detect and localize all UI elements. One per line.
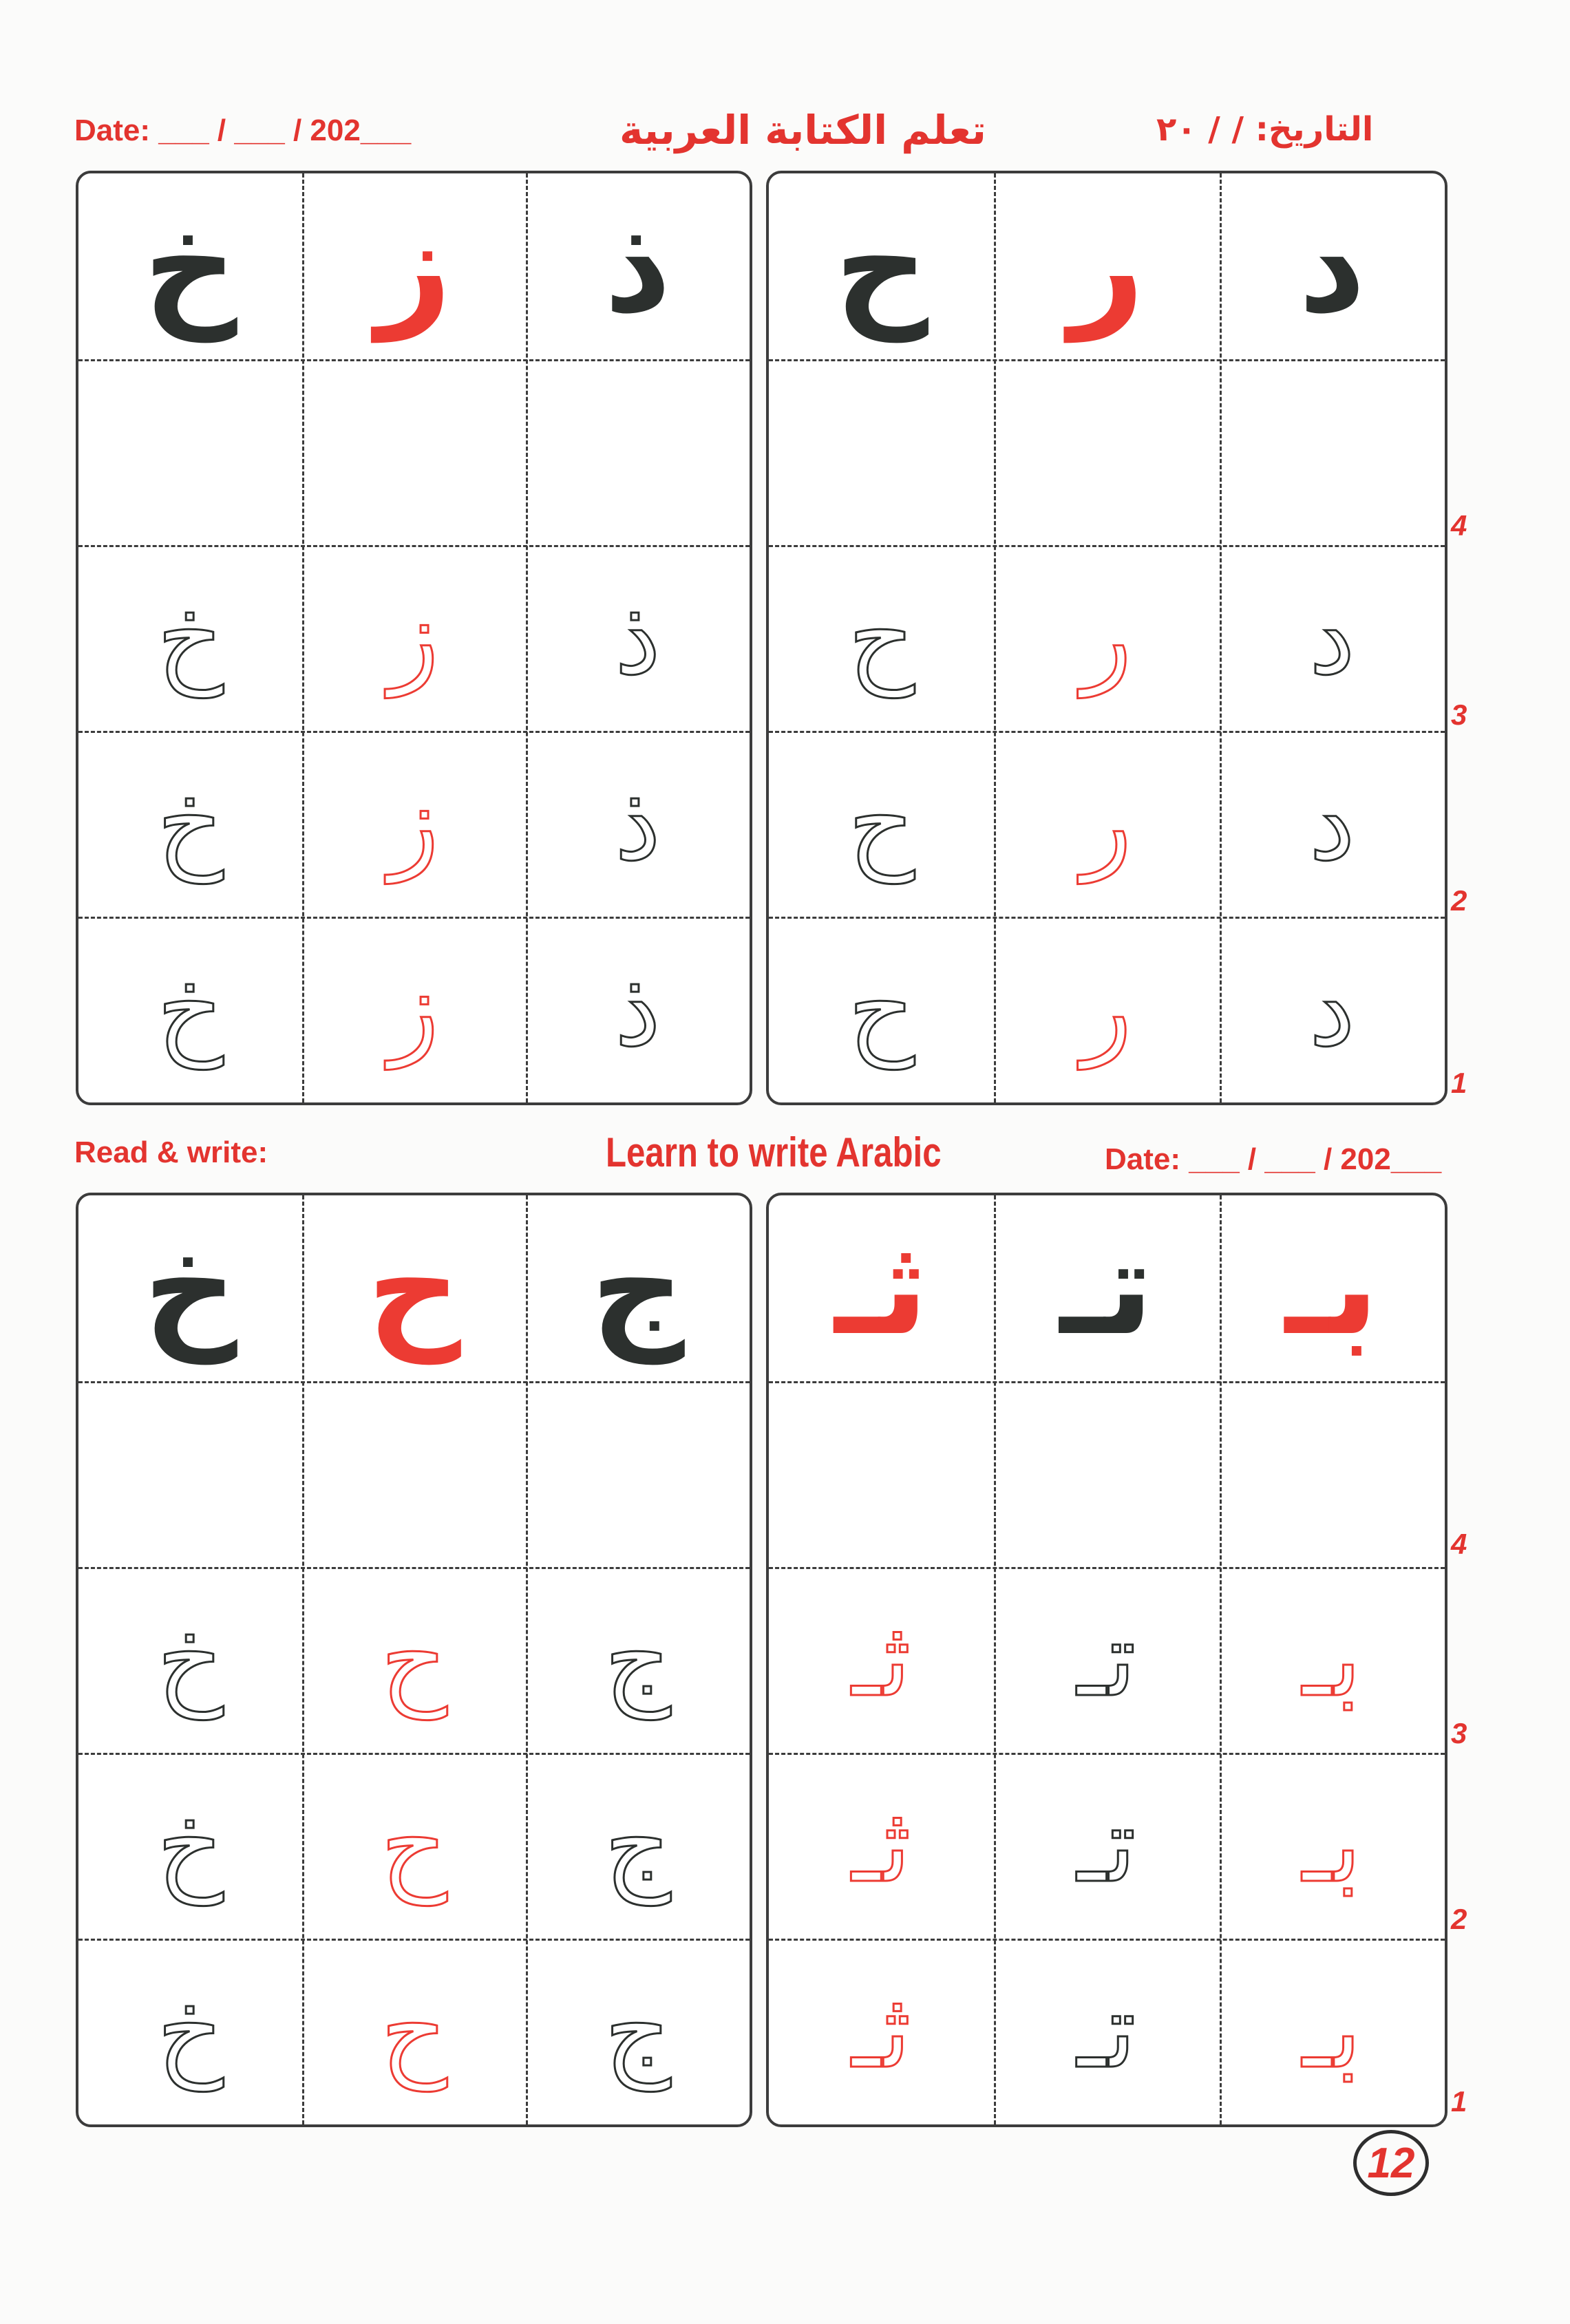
read-write-label: Read & write: <box>74 1136 268 1169</box>
trace-letter-cell <box>78 545 302 731</box>
trace-letter-cell <box>302 917 526 1102</box>
blank-writing-cell[interactable] <box>302 1381 526 1567</box>
model-letter-cell <box>302 1195 526 1381</box>
trace-letter: ج <box>604 1972 671 2091</box>
model-letter: ج <box>591 1212 685 1364</box>
trace-letter: د <box>1308 764 1355 884</box>
model-letter: ح <box>367 1212 461 1364</box>
trace-letter: ثـ <box>851 1972 911 2091</box>
trace-letter-cell <box>302 731 526 917</box>
trace-letter-cell <box>526 1939 750 2124</box>
model-letter: خ <box>143 190 237 342</box>
trace-letter: تـ <box>1077 1600 1136 1720</box>
trace-letter-cell <box>769 1567 994 1753</box>
blank-writing-cell[interactable] <box>526 359 750 545</box>
trace-letter: خ <box>157 1600 224 1720</box>
page-title-arabic: تعلم الكتابة العربية <box>619 107 986 153</box>
date-label-arabic: التاريخ: / / ٢٠ <box>1156 110 1374 149</box>
blank-writing-cell[interactable] <box>302 359 526 545</box>
trace-letter: ر <box>1081 950 1132 1069</box>
date-label-bottom: Date: ___ / ___ / 202___ <box>1105 1142 1442 1176</box>
trace-letter-cell <box>994 1567 1219 1753</box>
trace-letter: خ <box>157 1972 224 2091</box>
row-number: 1 <box>1451 2085 1467 2118</box>
trace-letter-cell <box>78 1939 302 2124</box>
model-letter: ح <box>834 190 929 342</box>
trace-letter-cell <box>769 731 994 917</box>
trace-letter-cell <box>302 1567 526 1753</box>
trace-letter: ج <box>604 1600 671 1720</box>
trace-letter-cell <box>302 1753 526 1939</box>
trace-letter-cell <box>994 1753 1219 1939</box>
trace-letter-cell <box>1220 1567 1445 1753</box>
trace-letter-cell <box>1220 1753 1445 1939</box>
trace-letter: ح <box>381 1786 447 1906</box>
trace-letter: ذ <box>615 950 661 1069</box>
trace-letter-cell <box>1220 731 1445 917</box>
trace-letter: ح <box>848 578 915 698</box>
trace-letter: ذ <box>615 764 661 884</box>
row-number: 2 <box>1451 1903 1467 1935</box>
trace-letter: خ <box>157 950 224 1069</box>
model-letter: ثـ <box>834 1212 929 1364</box>
model-letter-cell <box>78 173 302 359</box>
row-number: 2 <box>1451 884 1467 917</box>
trace-letter: ز <box>389 578 439 698</box>
trace-letter-cell <box>526 917 750 1102</box>
trace-letter: د <box>1308 578 1355 698</box>
trace-letter: ر <box>1081 764 1132 884</box>
trace-letter: ثـ <box>851 1600 911 1720</box>
model-letter-cell <box>302 173 526 359</box>
model-letter-cell <box>769 1195 994 1381</box>
trace-letter-cell <box>769 917 994 1102</box>
blank-writing-cell[interactable] <box>994 359 1219 545</box>
model-letter-cell <box>526 173 750 359</box>
row-number: 3 <box>1451 1717 1467 1749</box>
model-letter: خ <box>143 1212 237 1364</box>
trace-letter-cell <box>994 545 1219 731</box>
row-number: 1 <box>1451 1067 1467 1099</box>
trace-letter: خ <box>157 764 224 884</box>
trace-letter: ر <box>1081 578 1132 698</box>
blank-writing-cell[interactable] <box>769 359 994 545</box>
trace-letter: خ <box>157 578 224 698</box>
trace-letter: ثـ <box>851 1786 911 1906</box>
trace-letter: ح <box>381 1600 447 1720</box>
trace-letter-cell <box>1220 1939 1445 2124</box>
page-title-english: Learn to write Arabic <box>606 1129 942 1175</box>
model-letter-cell <box>526 1195 750 1381</box>
trace-letter: بـ <box>1302 1600 1362 1720</box>
model-letter-cell <box>1220 1195 1445 1381</box>
trace-letter: تـ <box>1077 1786 1136 1906</box>
page-number: 12 <box>1353 2130 1429 2196</box>
model-letter-cell <box>994 173 1219 359</box>
trace-letter: ح <box>381 1972 447 2091</box>
date-label-top-left: Date: ___ / ___ / 202___ <box>74 114 412 147</box>
trace-letter-cell <box>78 731 302 917</box>
trace-letter: خ <box>157 1786 224 1906</box>
model-letter: ز <box>376 190 452 342</box>
model-letter: تـ <box>1059 1212 1154 1364</box>
model-letter-cell <box>994 1195 1219 1381</box>
model-letter-cell <box>78 1195 302 1381</box>
trace-letter-cell <box>78 1753 302 1939</box>
blank-writing-cell[interactable] <box>1220 359 1445 545</box>
trace-letter-cell <box>994 731 1219 917</box>
trace-letter-cell <box>302 1939 526 2124</box>
trace-letter-cell <box>526 545 750 731</box>
model-letter-cell <box>1220 173 1445 359</box>
row-number: 4 <box>1451 509 1467 542</box>
trace-letter: ج <box>604 1786 671 1906</box>
model-letter: ذ <box>604 190 672 342</box>
row-number: 3 <box>1451 699 1467 731</box>
practice-grid-bottom-right <box>766 1193 1447 2127</box>
model-letter-cell <box>769 173 994 359</box>
trace-letter-cell <box>526 1567 750 1753</box>
trace-letter: ز <box>389 764 439 884</box>
trace-letter-cell <box>994 1939 1219 2124</box>
blank-writing-cell[interactable] <box>1220 1381 1445 1567</box>
trace-letter: د <box>1308 950 1355 1069</box>
row-number: 4 <box>1451 1528 1467 1560</box>
blank-writing-cell[interactable] <box>526 1381 750 1567</box>
trace-letter: بـ <box>1302 1786 1362 1906</box>
blank-writing-cell[interactable] <box>769 1381 994 1567</box>
trace-letter-cell <box>769 1753 994 1939</box>
trace-letter: تـ <box>1077 1972 1136 2091</box>
trace-letter: ح <box>848 950 915 1069</box>
model-letter: ر <box>1069 190 1145 342</box>
trace-letter-cell <box>994 917 1219 1102</box>
trace-letter-cell <box>526 731 750 917</box>
practice-grid-bottom-left <box>76 1193 752 2127</box>
model-letter: بـ <box>1285 1212 1379 1364</box>
practice-grid-top-left <box>76 171 752 1105</box>
trace-letter-cell <box>769 545 994 731</box>
trace-letter-cell <box>78 917 302 1102</box>
trace-letter: ز <box>389 950 439 1069</box>
blank-writing-cell[interactable] <box>994 1381 1219 1567</box>
trace-letter-cell <box>302 545 526 731</box>
trace-letter-cell <box>526 1753 750 1939</box>
trace-letter-cell <box>78 1567 302 1753</box>
practice-grid-top-right <box>766 171 1447 1105</box>
trace-letter-cell <box>1220 917 1445 1102</box>
model-letter: د <box>1298 190 1366 342</box>
blank-writing-cell[interactable] <box>78 1381 302 1567</box>
trace-letter-cell <box>1220 545 1445 731</box>
trace-letter: ح <box>848 764 915 884</box>
blank-writing-cell[interactable] <box>78 359 302 545</box>
trace-letter: بـ <box>1302 1972 1362 2091</box>
trace-letter-cell <box>769 1939 994 2124</box>
trace-letter: ذ <box>615 578 661 698</box>
